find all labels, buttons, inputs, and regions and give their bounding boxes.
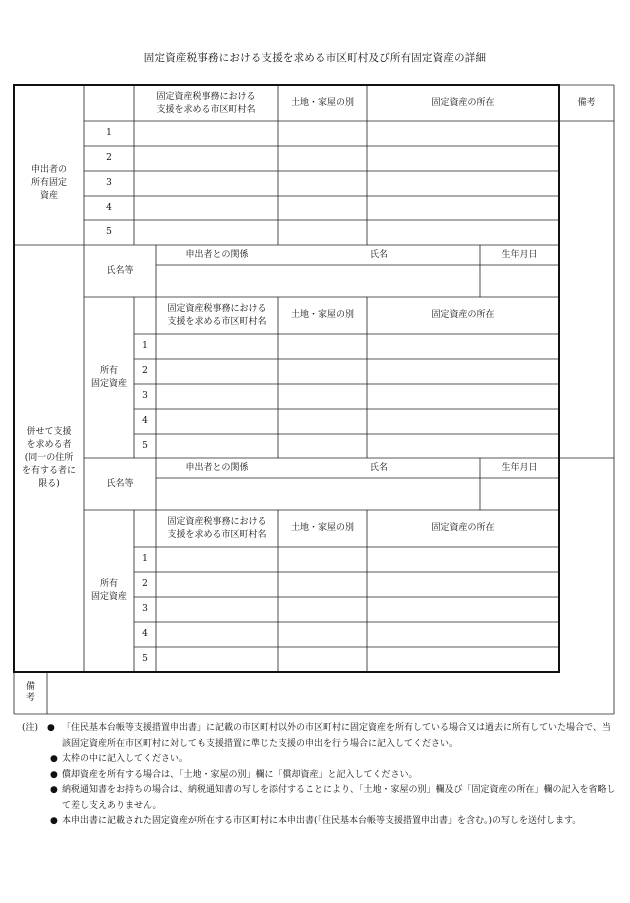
- note-item: [22, 721, 618, 752]
- name-etc-label: 氏名等: [106, 478, 134, 489]
- header-municipality: 固定資産税事務における 支援を求める市区町村名: [156, 91, 256, 115]
- row-number: 1: [142, 341, 148, 351]
- note-item: [22, 768, 618, 784]
- header-name: 氏名: [369, 462, 388, 473]
- bottom-remarks-label: 備 考: [25, 682, 35, 703]
- row-number: 3: [142, 604, 148, 614]
- note-text: 償却資産を所有する場合は、「土地・家屋の別」欄に「償却資産」と記入してください。: [62, 769, 418, 780]
- note-mark: ●: [50, 754, 58, 764]
- note-mark: ●: [50, 816, 58, 826]
- notes-section: [22, 721, 618, 830]
- name-etc-label: 氏名等: [106, 265, 134, 276]
- header-municipality: 固定資産税事務における 支援を求める市区町村名: [167, 516, 267, 540]
- header-land-building: 土地・家屋の別: [290, 98, 354, 108]
- header-remarks: 備考: [577, 98, 596, 108]
- applicant-assets-label: 申出者の 所有固定 資産: [30, 164, 67, 201]
- cosupport-label: 併せて支援 を求める者 (同一の住所 を有する者に 限る): [21, 427, 76, 489]
- row-number: 1: [142, 554, 148, 564]
- row-number: 4: [142, 629, 148, 639]
- row-number: 2: [106, 153, 112, 163]
- header-location: 固定資産の所在: [431, 523, 495, 533]
- row-number: 5: [106, 227, 112, 237]
- note-text: 納税通知書をお持ちの場合は、納税通知書の写しを添付することにより、「土地・家屋の別」欄及び「固定資産の所在」欄の記入を省略して差し支えありません。: [62, 785, 616, 811]
- row-number: 4: [142, 416, 148, 426]
- header-land-building: 土地・家屋の別: [290, 523, 354, 533]
- row-number: 2: [142, 579, 148, 589]
- row-number: 5: [142, 440, 148, 451]
- note-item: [22, 752, 618, 768]
- owned-assets-label: 所有 固定資産: [90, 365, 127, 389]
- note-mark: ●: [50, 785, 58, 795]
- note-text: 太枠の中に記入してください。: [62, 754, 189, 764]
- header-location: 固定資産の所在: [431, 98, 495, 108]
- header-relation: 申出者との関係: [185, 462, 249, 473]
- note-item: [22, 783, 618, 814]
- note-text: 「住民基本台帳等支援措置申出書」に記載の市区町村以外の市区町村に固定資産を所有している場合又は過去に所有していた場合で、当該固定資産所在市区町村に対しても支援措置に準じた支援の申出を行う場合に記入してください。: [62, 723, 611, 749]
- header-municipality: 固定資産税事務における 支援を求める市区町村名: [167, 303, 267, 327]
- header-birthdate: 生年月日: [501, 462, 538, 473]
- row-number: 4: [106, 202, 112, 213]
- row-number: 5: [142, 654, 148, 664]
- header-relation: 申出者との関係: [185, 249, 249, 260]
- row-number: 3: [142, 391, 148, 401]
- header-location: 固定資産の所在: [431, 310, 495, 320]
- header-land-building: 土地・家屋の別: [290, 310, 354, 320]
- note-item: [22, 814, 618, 830]
- note-mark: ●: [50, 769, 58, 780]
- note-mark: (注) ●: [22, 723, 55, 733]
- page-title: 固定資産税事務における支援を求める市区町村及び所有固定資産の詳細: [143, 52, 487, 64]
- row-number: 3: [106, 178, 112, 188]
- row-number: 2: [142, 366, 148, 376]
- header-name: 氏名: [369, 249, 388, 260]
- header-birthdate: 生年月日: [501, 249, 538, 260]
- row-number: 1: [106, 128, 112, 138]
- owned-assets-label: 所有 固定資産: [90, 579, 127, 602]
- note-text: 本申出書に記載された固定資産が所在する市区町村に本申出書(「住民基本台帳等支援措置申出書」を含む。)の写しを送付します。: [62, 816, 582, 826]
